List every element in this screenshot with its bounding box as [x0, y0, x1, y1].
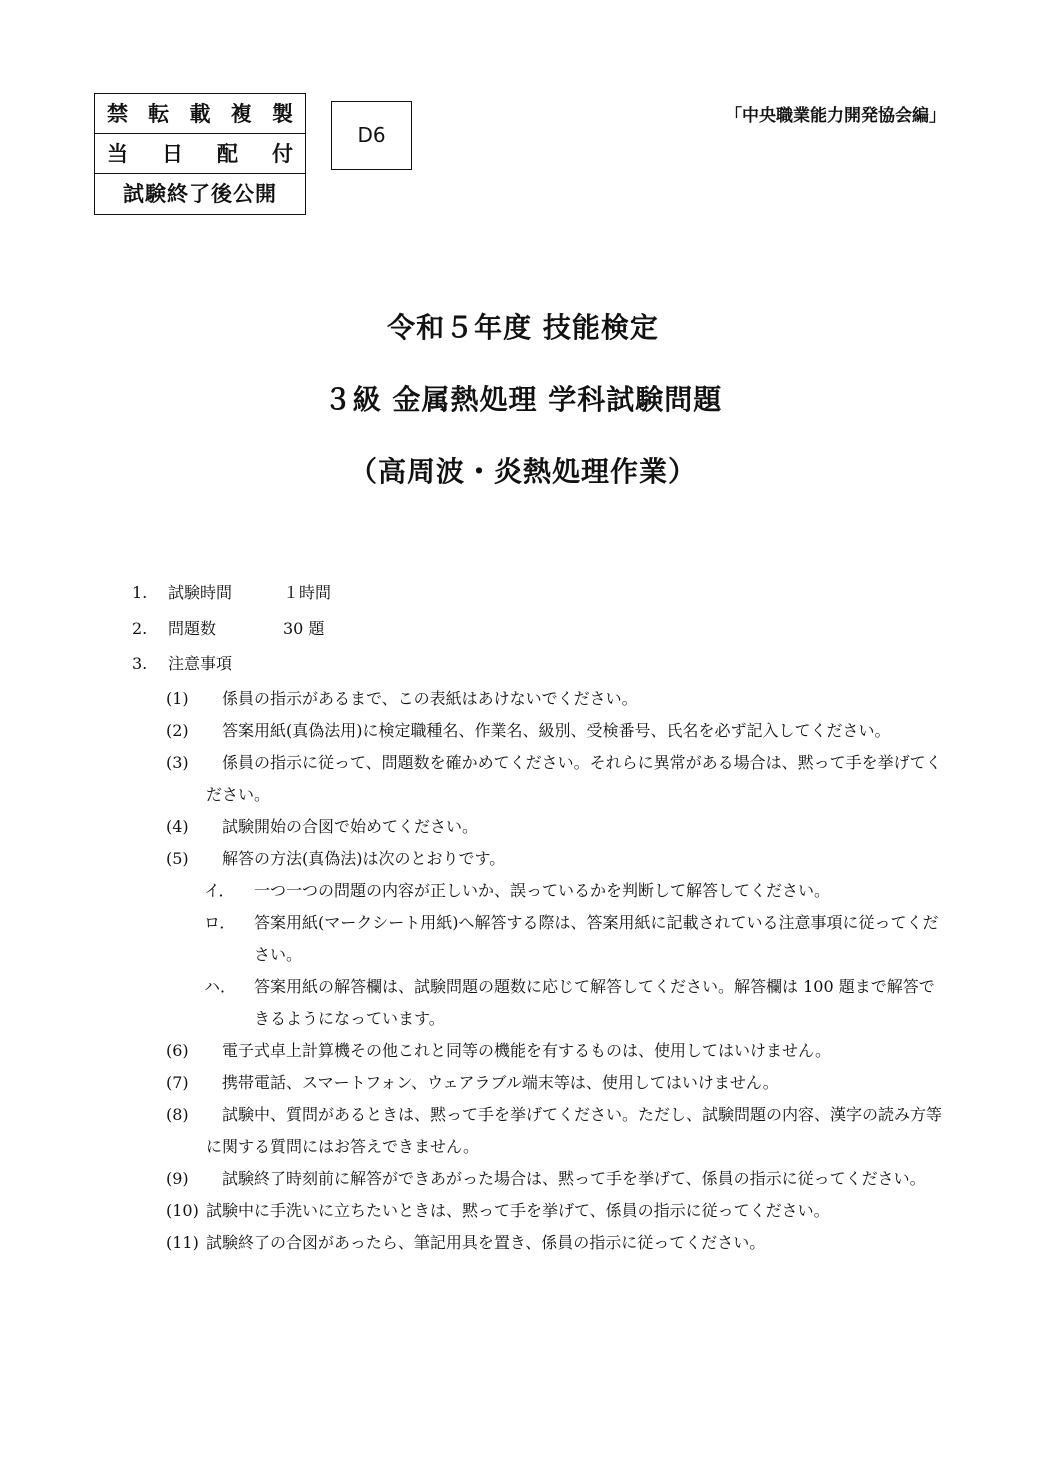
stamp-row-same-day-distribution — [95, 134, 305, 174]
section-notes-heading — [132, 651, 283, 674]
stamp-char: 当 — [107, 142, 128, 166]
note-text: 携帯電話、スマートフォン、ウェアラブル端末等は、使用してはいけません。 — [206, 1073, 779, 1092]
note-text: 係員の指示があるまで、この表紙はあけないでください。 — [206, 689, 638, 708]
stamp-char: 複 — [230, 102, 252, 126]
note-subitem — [166, 875, 946, 907]
stamp-row-no-reproduction — [95, 94, 305, 134]
note-item — [166, 1099, 946, 1163]
note-item — [166, 1227, 946, 1259]
stamp-row-public-after-exam — [95, 174, 305, 214]
section-exam-time — [132, 580, 331, 603]
note-text: 試験中、質問があるときは、黙って手を挙げてください。ただし、試験問題の内容、漢字の読み方等に関する質問にはお答えできません。 — [206, 1105, 943, 1156]
note-subitem — [166, 907, 946, 971]
stamp-char: 転 — [148, 102, 170, 126]
section-value: １時間 — [283, 583, 332, 602]
stamp-char: 製 — [272, 102, 293, 126]
note-mark: (9) — [166, 1169, 189, 1188]
note-mark: (7) — [166, 1073, 189, 1092]
title-line-3: （高周波・炎熱処理作業） — [348, 455, 697, 488]
note-text: 試験終了の合図があったら、筆記用具を置き、係員の指示に従ってください。 — [206, 1233, 766, 1252]
note-mark: (11) — [166, 1233, 199, 1252]
stamp-char: 禁 — [107, 102, 128, 126]
section-number: 1. — [132, 583, 148, 602]
exam-code-box — [331, 101, 412, 170]
notes-list — [166, 683, 946, 1259]
note-item — [166, 811, 946, 843]
note-item — [166, 747, 946, 811]
section-label: 問題数 — [168, 619, 217, 638]
note-mark: (6) — [166, 1041, 189, 1060]
note-mark: (2) — [166, 721, 189, 740]
note-item — [166, 715, 946, 747]
note-mark: (1) — [166, 689, 189, 708]
note-text: 答案用紙(真偽法用)に検定職種名、作業名、級別、受検番号、氏名を必ず記入してください。 — [206, 721, 891, 740]
section-number: 2. — [132, 619, 148, 638]
note-text: 一つ一つの問題の内容が正しいか、誤っているかを判断して解答してください。 — [254, 881, 831, 900]
note-text: 解答の方法(真偽法)は次のとおりです。 — [206, 849, 506, 868]
note-mark: イ． — [204, 881, 235, 900]
title-line-1: 令和５年度 技能検定 — [387, 311, 659, 344]
note-item — [166, 1035, 946, 1067]
exam-code: D6 — [357, 123, 386, 147]
note-mark: ハ． — [204, 977, 237, 996]
stamp-char: 載 — [189, 102, 211, 126]
note-subitem — [166, 971, 946, 1035]
note-mark: ロ． — [204, 913, 236, 932]
note-item — [166, 1195, 946, 1227]
note-text: 係員の指示に従って、問題数を確かめてください。それらに異常がある場合は、黙って手を挙げてください。 — [206, 753, 942, 804]
note-text: 答案用紙(マークシート用紙)へ解答する際は、答案用紙に記載されている注意事項に従ってください。 — [254, 913, 939, 964]
section-label: 試験時間 — [168, 583, 233, 602]
note-text: 答案用紙の解答欄は、試験問題の題数に応じて解答してください。解答欄は 100 題まで解答できるようになっています。 — [254, 977, 935, 1028]
note-text: 試験終了時刻前に解答ができあがった場合は、黙って手を挙げて、係員の指示に従ってください。 — [206, 1169, 926, 1188]
stamp-char: 付 — [272, 142, 293, 166]
note-mark: (10) — [166, 1201, 199, 1220]
note-item — [166, 843, 946, 875]
note-mark: (8) — [166, 1105, 189, 1124]
note-item — [166, 1163, 946, 1195]
section-label: 注意事項 — [168, 654, 233, 673]
stamp-char: 日 — [162, 142, 183, 166]
stamp-char: 配 — [217, 142, 238, 166]
note-mark: (5) — [166, 849, 189, 868]
copyright-stamp — [94, 93, 306, 215]
note-mark: (4) — [166, 817, 189, 836]
note-text: 試験中に手洗いに立ちたいときは、黙って手を挙げて、係員の指示に従ってください。 — [206, 1201, 830, 1220]
publisher-credit: 「中央職業能力開発協会編」 — [725, 106, 946, 126]
title-line-2: ３級 金属熱処理 学科試験問題 — [323, 383, 723, 416]
note-text: 電子式卓上計算機その他これと同等の機能を有するものは、使用してはいけません。 — [206, 1041, 831, 1060]
note-item — [166, 683, 946, 715]
note-mark: (3) — [166, 753, 189, 772]
note-item — [166, 1067, 946, 1099]
section-question-count — [132, 616, 324, 639]
stamp-text: 試験終了後公開 — [123, 182, 277, 206]
note-text: 試験開始の合図で始めてください。 — [206, 817, 479, 836]
section-number: 3. — [132, 654, 148, 673]
section-value: 30 題 — [283, 619, 325, 638]
